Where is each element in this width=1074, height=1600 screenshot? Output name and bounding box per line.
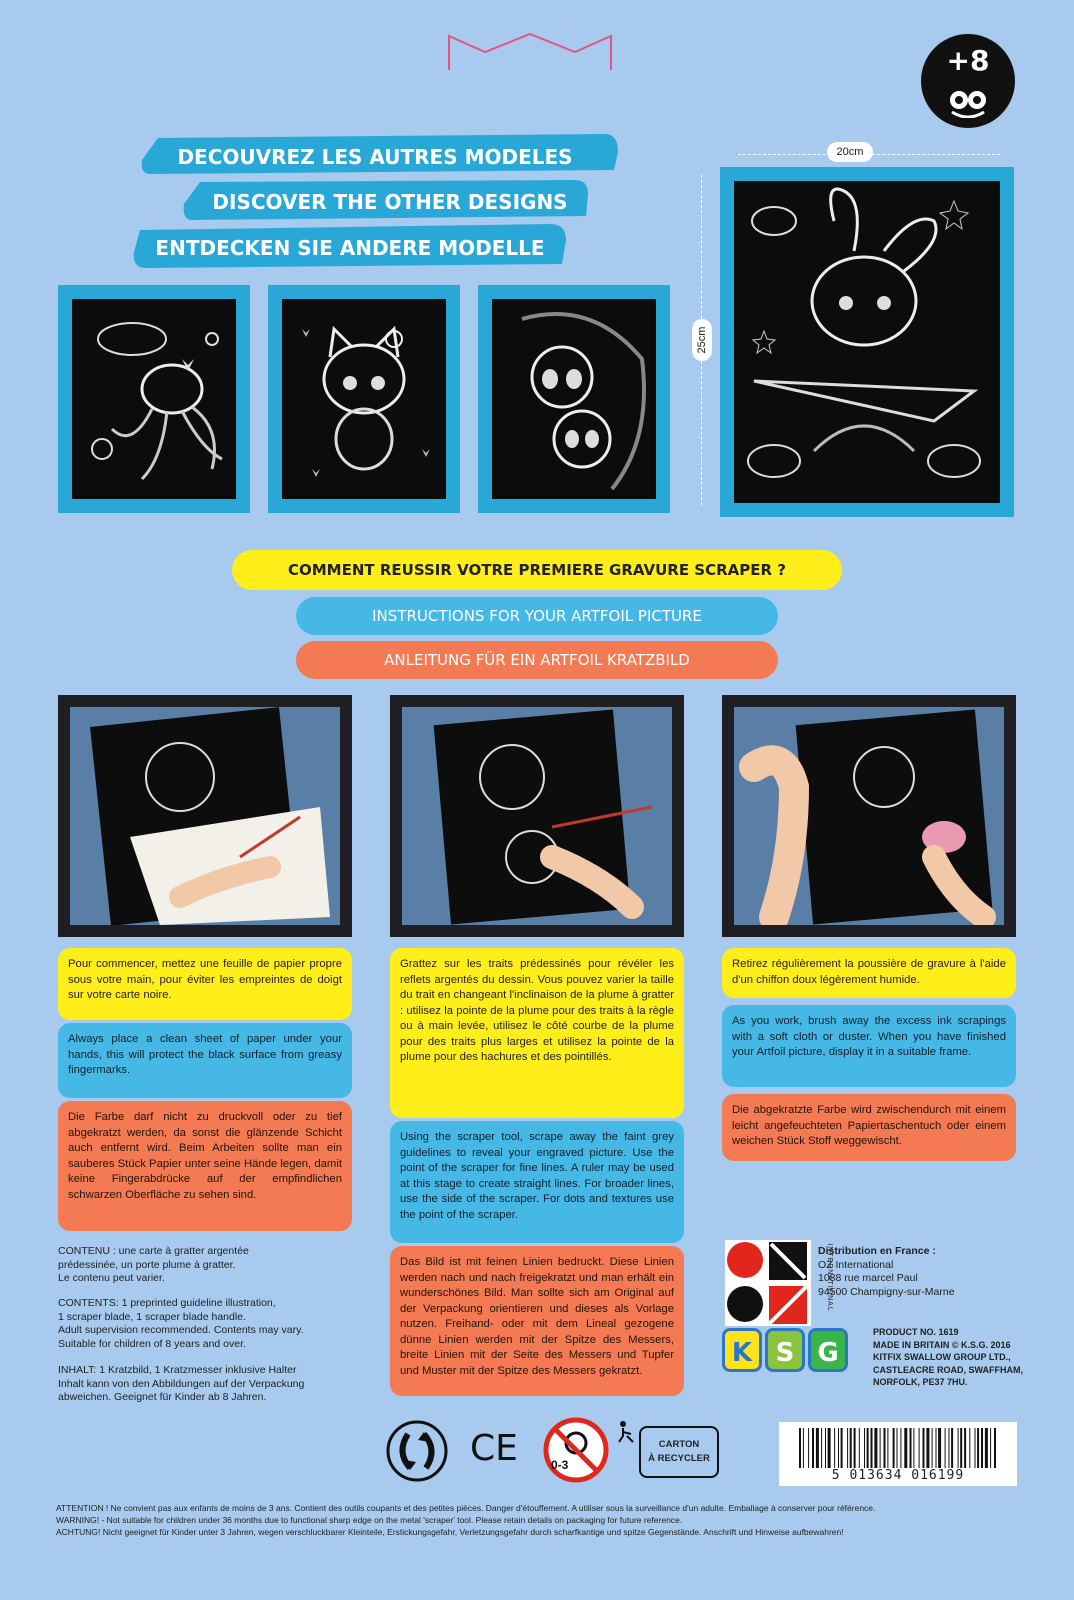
barcode-bars [799, 1428, 999, 1468]
barcode-bar [919, 1428, 920, 1468]
footer-warning-en: WARNING! - Not suitable for children under 36 months due to functional sharp edge on the metal 'scraper' tool. Please retain details on packaging for future reference. [56, 1515, 683, 1525]
barcode-bar [803, 1428, 804, 1468]
step-2-fr: Grattez sur les traits prédessinés pour révéler les reflets argentés du dessin. Vous pouvez varier la taille du trait en changeant l'inclinaison de la plume à gratter : utilisez la pointe de la plume pour des traits à la règle ou à main levée, utilisez le côté courbe de la plume pour des traits plus larges et utilisez la pointe de la plume pour des hachures et des pointillés. [390, 948, 684, 1118]
step-2-de: Das Bild ist mit feinen Linien bedruckt. Diese Linien werden nach und nach freigekratzt und man erhält ein wunderschönes Bild. Man sollte sich am Original auf der Verpackung orientieren und dieses als Vorlage nutzen. Freihand- oder mit dem Lineal gezogene dünne Linien werden mit der Spitze des Messers, breite Linien mit der Seite des Messers und Tupfer und Muster mit der Spitze des Messers gekratzt. [390, 1246, 684, 1396]
pandas-illustration [492, 299, 656, 499]
step-3-fr: Retirez régulièrement la poussière de gravure à l'aide d'un chiffon doux légèrement humide. [722, 948, 1016, 998]
step-3-de: Die abgekratzte Farbe wird zwischendurch mit einem leicht angefeuchteten Papiertaschentuch oder einem weichen Stück Stoff weggewischt. [722, 1094, 1016, 1161]
instructions-title-en: INSTRUCTIONS FOR YOUR ARTFOIL PICTURE [296, 597, 778, 635]
barcode-bar [864, 1428, 865, 1468]
kitten-illustration [282, 299, 446, 499]
oz-international-logo [725, 1240, 811, 1326]
barcode-bar [900, 1428, 901, 1468]
barcode-bar [859, 1428, 860, 1468]
instructions-title-de: ANLEITUNG FÜR EIN ARTFOIL KRATZBILD [296, 641, 778, 679]
height-label: 25cm [692, 319, 712, 361]
barcode-bar [981, 1428, 983, 1468]
design-card-ocean [58, 285, 250, 513]
design-card-kitten [268, 285, 460, 513]
barcode-bar [887, 1428, 888, 1468]
barcode-number: 5 013634 016199 [831, 1468, 965, 1483]
width-label: 20cm [827, 142, 873, 162]
barcode-bar [825, 1428, 826, 1468]
designs-title-fr: DECOUVREZ LES AUTRES MODELES [177, 145, 573, 169]
contents-fr: CONTENU : une carte à gratter argentée prédessinée, un porte plume à gratter. Le contenu peut varier. [58, 1245, 249, 1284]
barcode-bar [799, 1428, 801, 1468]
barcode-bar [838, 1428, 839, 1468]
step-3-photo [722, 695, 1016, 937]
bunny-illustration [734, 181, 1000, 503]
age-warning-icon [543, 1417, 609, 1483]
contents-en: CONTENTS: 1 preprinted guideline illustration, 1 scraper blade, 1 scraper blade handle. Adult supervision recommended. Contents may vary. Suitable for children of 8 years and over. [58, 1297, 304, 1350]
barcode-bar [897, 1428, 898, 1468]
barcode-bar [926, 1428, 929, 1468]
barcode-bar [960, 1428, 962, 1468]
barcode-bar [854, 1428, 856, 1468]
step-1-en: Always place a clean sheet of paper under your hands, this will protect the black surface from greasy fingermarks. [58, 1023, 352, 1098]
design-card-pandas [478, 285, 670, 513]
barcode-bar [812, 1428, 814, 1468]
barcode-bar [936, 1428, 937, 1468]
barcode-bar [867, 1428, 869, 1468]
barcode-bar [985, 1428, 988, 1468]
barcode-bar [910, 1428, 912, 1468]
barcode-bar [951, 1428, 953, 1468]
step-1-fr: Pour commencer, mettez une feuille de papier propre sous votre main, pour éviter les empreintes de doigt sur votre carte noire. [58, 948, 352, 1020]
barcode-bar [938, 1428, 941, 1468]
barcode-bar [969, 1428, 970, 1468]
barcode-bar [945, 1428, 946, 1468]
barcode-bar [964, 1428, 966, 1468]
step-1-photo [58, 695, 352, 937]
age-badge-text: +8 [946, 44, 990, 77]
distributor-heading: Distribution en France : [818, 1245, 936, 1257]
instructions-title-fr: COMMENT REUSSIR VOTRE PREMIERE GRAVURE SCRAPER ? [232, 550, 842, 590]
barcode-bar [977, 1428, 979, 1468]
step-2-en: Using the scraper tool, scrape away the faint grey guidelines to reveal your engraved picture. Use the point of the scraper for fine lines. A ruler may be used at this stage to create straight lines. For broader lines, use the side of the scraper. For dots and textures use the point of the scraper. [390, 1121, 684, 1243]
barcode-bar [932, 1428, 933, 1468]
barcode-bar [958, 1428, 959, 1468]
oz-logo-caption: INTERNATIONAL [825, 1243, 833, 1312]
step-1-de: Die Farbe darf nicht zu druckvoll oder zu tief abgekratzt werden, da sonst die glänzende Schicht auch entfernt wird. Beim Arbeiten sollte man ein sauberes Stück Papier unter seine Hände legen, damit keine Fingerabdrücke auf der empfindlichen schwarzen Oberfläche zu sehen sind. [58, 1101, 352, 1231]
barcode-bar [923, 1428, 925, 1468]
barcode [779, 1422, 1017, 1486]
tidyman-icon [615, 1420, 637, 1444]
barcode-bar [949, 1428, 950, 1468]
distributor-block: Distribution en France : OZ International 1088 rue marcel Paul 94500 Champigny-sur-Marne [818, 1245, 1018, 1299]
barcode-bar [874, 1428, 877, 1468]
footer-warning-de: ACHTUNG! Nicht geeignet für Kinder unter 3 Jahren, wegen verschluckbarer Kleinteile, Erstickungsgefahr, Verletzungsgefahr durch scharfkantige und spitze Gegenstände. Anschrift und Hinweise aufbewahren! [56, 1527, 844, 1537]
carton-recycle-box: CARTON À RECYCLER [639, 1426, 719, 1478]
barcode-bar [808, 1428, 809, 1468]
barcode-bar [893, 1428, 895, 1468]
step-2-photo [390, 695, 684, 937]
barcode-bar [828, 1428, 831, 1468]
designs-title-en: DISCOVER THE OTHER DESIGNS [212, 190, 568, 214]
designs-title-de: ENTDECKEN SIE ANDERE MODELLE [155, 236, 545, 260]
jellyfish-illustration [72, 299, 236, 499]
barcode-bar [975, 1428, 976, 1468]
barcode-bar [816, 1428, 819, 1468]
step-3-en: As you work, brush away the excess ink scrapings with a soft cloth or duster. When you have finished your Artfoil picture, display it in a suitable frame. [722, 1005, 1016, 1087]
barcode-bar [913, 1428, 914, 1468]
ksg-logo: K S G [722, 1328, 852, 1374]
child-icon [948, 86, 988, 118]
barcode-bar [880, 1428, 881, 1468]
barcode-bar [847, 1428, 848, 1468]
recycle-icon [386, 1420, 448, 1482]
ce-mark: CE [470, 1428, 518, 1469]
barcode-bar [990, 1428, 991, 1468]
hanger-crown [445, 30, 615, 72]
barcode-bar [821, 1428, 822, 1468]
barcode-bar [871, 1428, 873, 1468]
barcode-bar [841, 1428, 843, 1468]
age-warning-text: 0-3 [551, 1458, 569, 1472]
barcode-bar [994, 1428, 996, 1468]
ksg-block: PRODUCT NO. 1619 MADE IN BRITAIN © K.S.G. 2016 KITFIX SWALLOW GROUP LTD., CASTLEACRE ROAD, SWAFFHAM, NORFOLK, PE37 7HU. [873, 1327, 1023, 1387]
footer-warning-fr: ATTENTION ! Ne convient pas aux enfants de moins de 3 ans. Contient des outils coupants et des petites pièces. Danger d'étouffement. A utiliser sous la surveillance d'un adulte. Emballage à conserver pour référence. [56, 1503, 876, 1513]
barcode-bar [834, 1428, 835, 1468]
barcode-bar [904, 1428, 907, 1468]
barcode-bar [884, 1428, 886, 1468]
age-badge [921, 34, 1015, 128]
design-card-bunny [720, 167, 1014, 517]
barcode-bar [850, 1428, 852, 1468]
contents-de: INHALT: 1 Kratzbild, 1 Kratzmesser inklusive Halter Inhalt kann von den Abbildungen auf der Verpackung abweichen. Geeignet für Kinder ab 8 Jahren. [58, 1364, 305, 1403]
